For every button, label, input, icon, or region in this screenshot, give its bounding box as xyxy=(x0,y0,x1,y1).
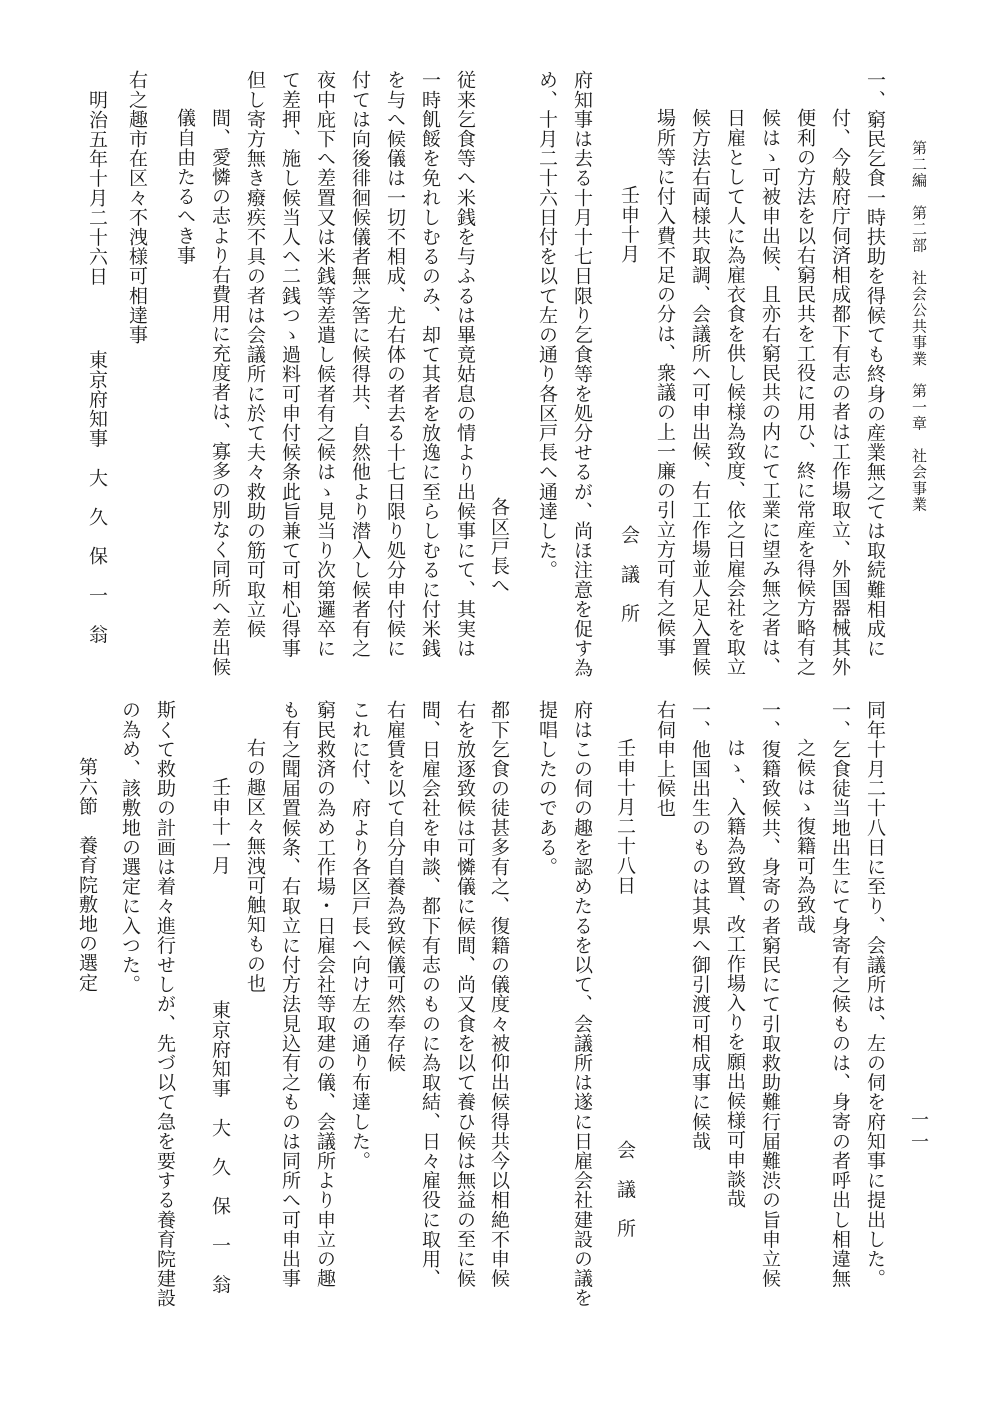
date-line: 壬申十一月 xyxy=(209,777,231,875)
text-column: 付、今般府庁伺済相成都下有志の者は工作場取立、外国器械其外 xyxy=(829,108,851,677)
signature-line: 東京府知事 大 久 保 一 翁 xyxy=(209,1000,231,1294)
text-column: 間、日雇会社を申談、都下有志のものに為取結、日々雇役に取用、 xyxy=(419,700,441,1288)
text-column: 儀自由たるへき事 xyxy=(174,108,196,265)
section-heading: 第六節 養育院敷地の選定 xyxy=(76,757,98,993)
text-column: 右之趣市在区々不洩様可相達事 xyxy=(126,70,148,345)
signature-line: 会 議 所 xyxy=(618,525,640,623)
text-column: も有之聞届置候条、右取立に付方法見込有之ものは同所へ可申出事 xyxy=(279,700,301,1288)
text-column: 之候はゝ復籍可為致哉 xyxy=(794,738,816,934)
text-column: 斯くて救助の計画は着々進行せしが、先づ以て急を要する養育院建設 xyxy=(154,700,176,1308)
text-column: 従来乞食等へ米銭を与ふるは畢竟姑息の情より出候事にて、其実は xyxy=(454,70,476,658)
text-column: め、十月二十六日付を以て左の通り各区戸長へ通達した。 xyxy=(536,70,558,580)
text-column: 右の趣区々無洩可触知もの也 xyxy=(244,738,266,993)
date-line: 壬申十月二十八日 xyxy=(614,738,636,895)
text-column: の為め、該敷地の選定に入つた。 xyxy=(119,700,141,994)
text-column: 但し寄方無き癈疾不具の者は会議所に於て夫々救助の筋可取立候 xyxy=(244,70,266,639)
text-column: 同年十月二十八日に至り、会議所は、左の伺を府知事に提出した。 xyxy=(864,700,886,1288)
text-column: て差押、施し候当人へ二銭つゝ過料可申付候条此旨兼て可相心得事 xyxy=(279,70,301,658)
text-column: 提唱したのである。 xyxy=(536,700,558,877)
text-column: 付ては向後徘徊候儀者無之筈に候得共、自然他より潜入し候者有之 xyxy=(349,70,371,658)
text-column: 候方法右両様共取調、会議所へ可申出候、右工作場並人足入置候 xyxy=(689,108,711,677)
text-column: 便利の方法を以右窮民共を工役に用ひ、終に常産を得候方略有之 xyxy=(794,108,816,677)
text-column: 右を放逐致候は可憐儀に候間、尚又食を以て養ひ候は無益の至に候 xyxy=(454,700,476,1288)
text-column: 都下乞食の徒甚多有之、復籍の儀度々被仰出候得共今以相絶不申候 xyxy=(488,700,510,1288)
running-title: 第二編 第二部 社会公共事業 第一章 社会事業 xyxy=(910,140,928,513)
text-column: を与へ候儀は一切不相成、尤右体の者去る十七日限り処分申付候に xyxy=(384,70,406,658)
text-column: 府知事は去る十月十七日限り乞食等を処分せるが、尚ほ注意を促す為 xyxy=(571,70,593,678)
text-column: 右伺申上候也 xyxy=(654,700,676,818)
text-column: 夜中庇下へ差置又は米銭等差遣し候者有之候はゝ見当り次第邏卒に xyxy=(314,70,336,658)
signature-line: 会 議 所 xyxy=(614,1140,636,1238)
addressee-line: 各区戸長へ xyxy=(488,497,510,595)
text-column: はゝ、入籍為致置、改工作場入りを願出候様可申談哉 xyxy=(724,738,746,1209)
text-column: 一、乞食徒当地出生にて身寄有之候ものは、身寄の者呼出し相違無 xyxy=(829,700,851,1288)
text-column: これに付、府より各区戸長へ向け左の通り布達した。 xyxy=(349,700,371,1171)
text-column: 候はゝ可被申出候、且亦右窮民共の内にて工業に望み無之者は、 xyxy=(759,108,781,677)
text-column: 窮民救済の為め工作場・日雇会社等取建の儀、会議所より申立の趣 xyxy=(314,700,336,1288)
text-column: 場所等に付入費不足の分は、衆議の上一廉の引立方可有之候事 xyxy=(654,108,676,657)
text-column: 一、他国出生のものは其県へ御引渡可相成事に候哉 xyxy=(689,700,711,1151)
text-column: 一、窮民乞食一時扶助を得候ても終身の産業無之ては取続難相成に xyxy=(864,70,886,658)
text-column: 日雇として人に為雇衣食を供し候様為致度、依之日雇会社を取立 xyxy=(724,108,746,677)
date-line: 壬申十月 xyxy=(618,185,640,264)
text-column: 右雇賃を以て自分自養為致候儀可然奉存候 xyxy=(384,700,406,1073)
signature-line: 東京府知事 大 久 保 一 翁 xyxy=(86,350,108,644)
text-column: 府はこの伺の趣を認めたるを以て、会議所は遂に日雇会社建設の議を xyxy=(571,700,593,1308)
page-number: 一一 xyxy=(908,1110,929,1154)
date-line: 明治五年十月二十六日 xyxy=(86,90,108,286)
text-column: 一時飢餒を免れしむるのみ、却て其者を放逸に至らしむるに付米銭 xyxy=(419,70,441,658)
text-column: 間、愛憐の志より右費用に充度者は、寡多の別なく同所へ差出候 xyxy=(209,108,231,677)
text-column: 一、復籍致候共、身寄の者窮民にて引取救助難行届難渋の旨申立候 xyxy=(759,700,781,1288)
